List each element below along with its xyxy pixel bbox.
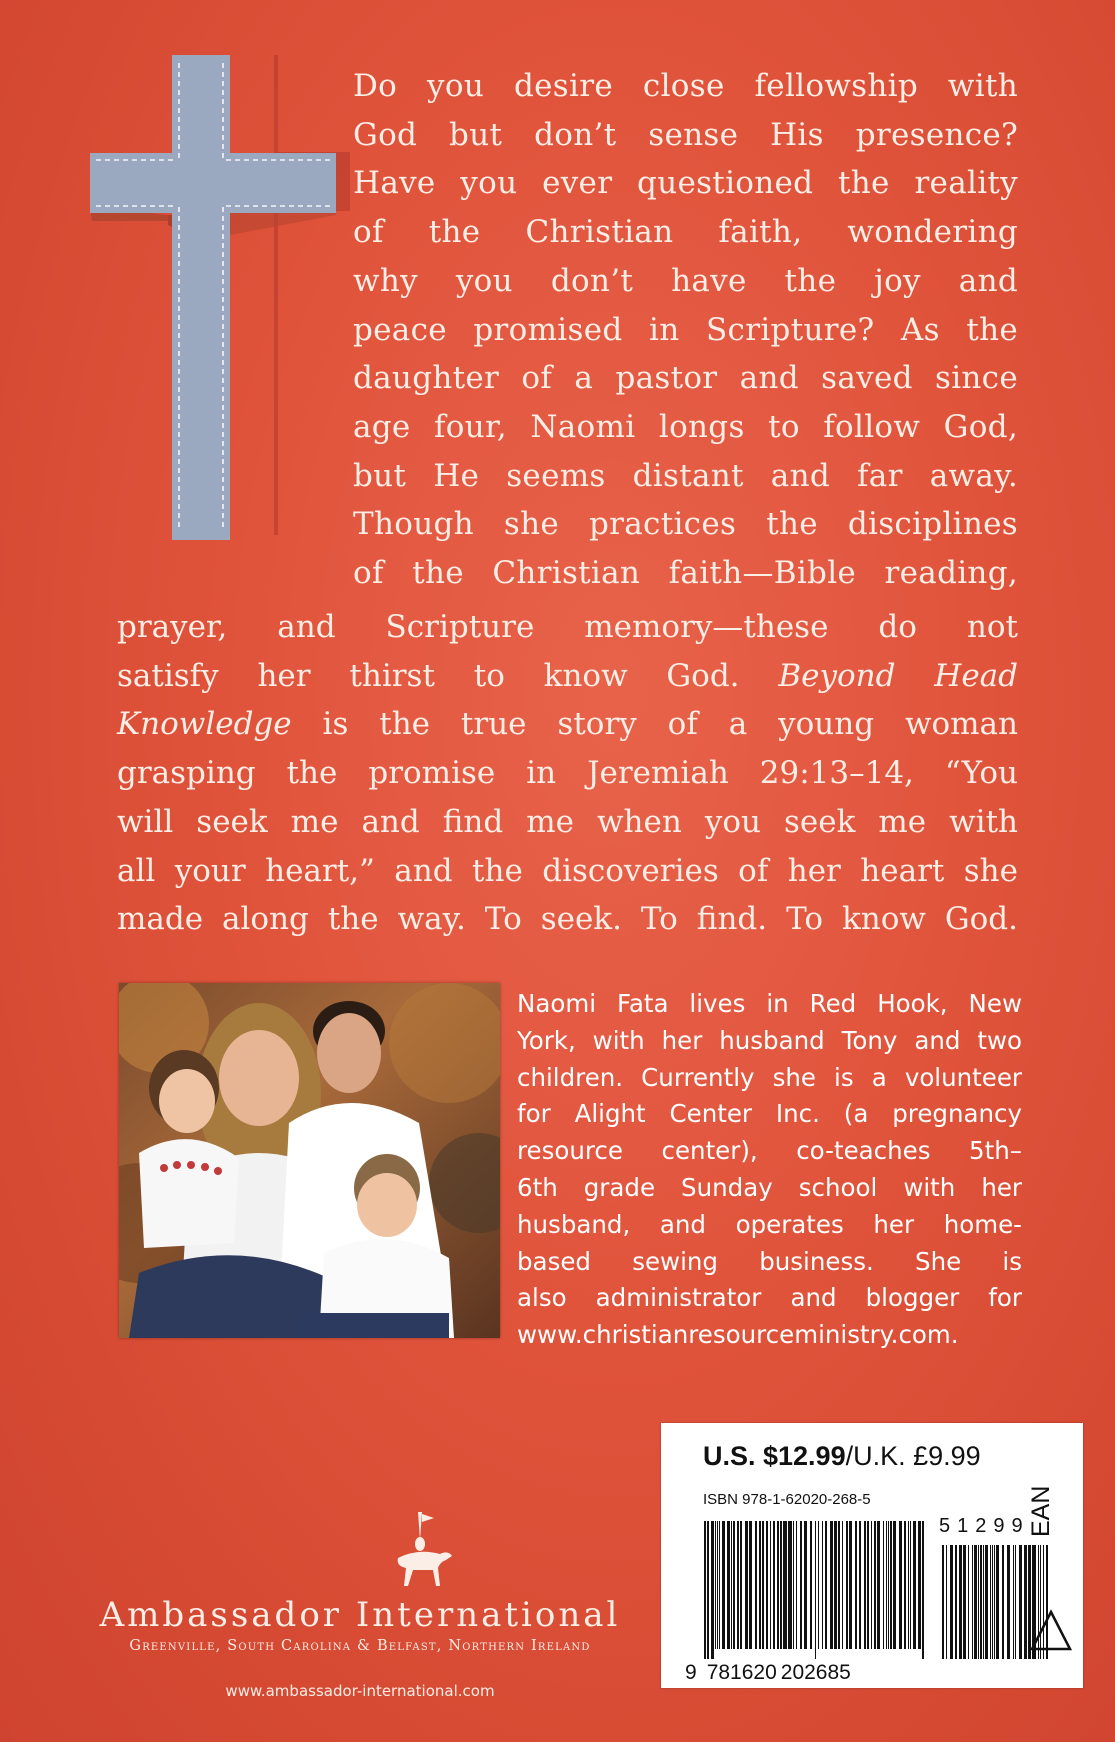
barcode-bar [855,1521,857,1649]
blurb-line: but He seems distant and far away. [353,457,1018,494]
barcode-bar [719,1521,720,1649]
barcode-bar [715,1521,716,1649]
barcode-bar [788,1521,792,1649]
ean-group-1: 781620 [706,1661,777,1684]
barcode-bar [846,1521,848,1649]
barcode-bar [946,1545,947,1659]
barcode-bar [793,1521,794,1649]
blurb-line: of the Christian faith, wondering [353,214,1018,251]
blurb-line: all your heart,” and the discoveries of her heart she [117,852,1018,889]
barcode-bar [904,1521,906,1649]
price-us: U.S. $12.99 [703,1441,846,1471]
book-title-italic: Beyond Head [778,657,1018,694]
blurb-line: will seek me and find me when you seek me with [117,803,1018,840]
stitched-cross-icon [90,55,350,545]
barcode-bar [800,1521,802,1649]
isbn-barcode [703,1521,927,1659]
barcode-bar [978,1545,979,1659]
barcode-bar [796,1521,797,1649]
barcode-bar [950,1545,953,1659]
barcode-bar [849,1521,852,1649]
barcode-bar [1019,1545,1022,1659]
barcode-bar [983,1545,984,1659]
barcode-bar [783,1521,787,1649]
blurb-line [117,652,1018,701]
barcode-bar [773,1521,775,1649]
bio-line: husband, and operates her home- [517,1209,1022,1239]
barcode-bar [727,1521,730,1649]
barcode-bar [770,1521,771,1649]
publisher-location: Greenville, South Carolina & Belfast, Northern Ireland [129,1638,591,1654]
barcode-bar [908,1521,909,1649]
bio-line: children. Currently she is a volunteer [517,1062,1022,1092]
barcode-bar [942,1545,944,1659]
blurb-text: is the true story of a young woman [291,706,1018,743]
barcode-bar [980,1545,982,1659]
blurb-line: daughter of a pastor and saved since [353,360,1018,397]
barcode-bar [838,1521,840,1649]
barcode-bar [963,1545,966,1659]
barcode-bar [910,1521,911,1649]
blurb-lower [117,603,1018,944]
barcode-bar [922,1521,924,1659]
barcode-bar [955,1545,957,1659]
blurb-line: peace promised in Scripture? As the [353,311,1018,348]
price-addon-digits: 51299 [939,1515,1030,1537]
barcode-bar [893,1521,896,1649]
blurb-line: why you don’t have the joy and [353,262,1018,299]
barcode-bar [766,1521,768,1649]
blurb-line: of the Christian faith—Bible reading, [353,555,1018,592]
barcode-bar [871,1521,872,1649]
barcode-bar [1024,1545,1027,1659]
blurb-line: Have you ever questioned the reality [353,165,1018,202]
price-uk: /U.K. £9.99 [845,1441,981,1471]
barcode-bar [834,1521,837,1649]
ean-label: EAN [1027,1485,1055,1537]
barcode-bar [888,1521,889,1649]
barcode-bar [818,1521,819,1649]
barcode-bar [886,1521,887,1649]
barcode-bar [722,1521,725,1649]
barcode-bar [707,1521,709,1659]
barcode-bar [918,1521,921,1649]
barcode-bar [780,1521,782,1649]
blurb-line: prayer, and Scripture memory—these do not [117,609,1018,645]
barcode-bar [749,1521,752,1649]
blurb-line: Though she practices the disciplines [353,506,1018,543]
bio-line: resource center), co-teaches 5th– [517,1136,1022,1166]
barcode-bar [825,1521,827,1649]
blurb-line [117,700,1018,749]
barcode-bar [711,1521,714,1659]
barcode-bar [822,1521,823,1649]
barcode-bar [762,1521,764,1649]
barcode-bar [890,1521,892,1649]
barcode-bar [755,1521,757,1649]
triangle-icon [1029,1609,1073,1653]
barcode-bar [883,1521,884,1649]
blurb-line: grasping the promise in Jeremiah 29:13–14, “You [117,755,1018,792]
barcode-bar [974,1545,977,1659]
barcode-bar [994,1545,995,1659]
barcode-bar [867,1521,869,1649]
barcode-bar [733,1521,735,1649]
bio-line: 6th grade Sunday school with her [517,1172,1022,1202]
bio-line: www.christianresourceministry.com. [517,1320,959,1350]
blurb-text: satisfy her thirst to know God. [117,657,779,694]
isbn-number: ISBN 978-1-62020-268-5 [703,1491,871,1508]
barcode-bar [777,1521,779,1649]
bio-line: also administrator and blogger for [517,1283,1022,1313]
blurb-upper [353,62,1018,598]
ean-group-2: 202685 [780,1661,851,1684]
barcode-box [661,1423,1083,1688]
barcode-bar [815,1521,816,1659]
publisher-block [70,1510,650,1710]
barcode-bar [1013,1545,1014,1659]
publisher-name: Ambassador International [99,1595,621,1635]
barcode-bar [996,1545,999,1659]
barcode-bar [990,1545,991,1659]
blurb-line: made along the way. To seek. To find. To know God. [117,901,1018,938]
blurb-line: Do you desire close fellowship with [353,68,1018,104]
book-title-italic: Knowledge [117,706,292,743]
price [703,1441,981,1472]
barcode-bar [1002,1545,1004,1659]
barcode-bar [737,1521,739,1649]
publisher-url: www.ambassador-international.com [225,1682,495,1700]
bio-line: for Alight Center Inc. (a pregnancy [517,1099,1022,1129]
barcode-bar [842,1521,843,1649]
barcode-bar [972,1545,973,1659]
knight-on-horse-logo [388,1510,458,1590]
barcode-bar [959,1545,962,1659]
barcode-bar [731,1521,732,1649]
barcode-bar [899,1521,902,1649]
barcode-bar [992,1545,993,1659]
barcode-bar [717,1521,718,1649]
barcode-bar [1015,1545,1016,1659]
barcode-bar [913,1521,916,1649]
barcode-bar [859,1521,861,1649]
author-bio [517,986,1022,1354]
barcode-bar [877,1521,880,1649]
ean-first-digit: 9 [685,1661,697,1684]
barcode-bar [745,1521,748,1649]
barcode-bar [968,1545,969,1659]
barcode-bar [864,1521,866,1649]
barcode-bar [874,1521,876,1649]
author-family-photo [119,983,500,1338]
bio-line: based sewing business. She is [517,1246,1022,1276]
bio-line: York, with her husband Tony and two [517,1025,1022,1055]
barcode-bar [830,1521,833,1649]
bio-line: Naomi Fata lives in Red Hook, New [517,989,1022,1018]
barcode-bar [804,1521,807,1649]
ean-digits [685,1661,851,1685]
blurb-line: age four, Naomi longs to follow God, [353,408,1018,445]
blurb-line: God but don’t sense His presence? [353,116,1018,153]
barcode-bar [810,1521,812,1649]
barcode-bar [740,1521,742,1649]
barcode-bar [759,1521,761,1649]
barcode-bar [704,1521,706,1659]
barcode-bar [985,1545,988,1659]
barcode-bar [1007,1545,1010,1659]
